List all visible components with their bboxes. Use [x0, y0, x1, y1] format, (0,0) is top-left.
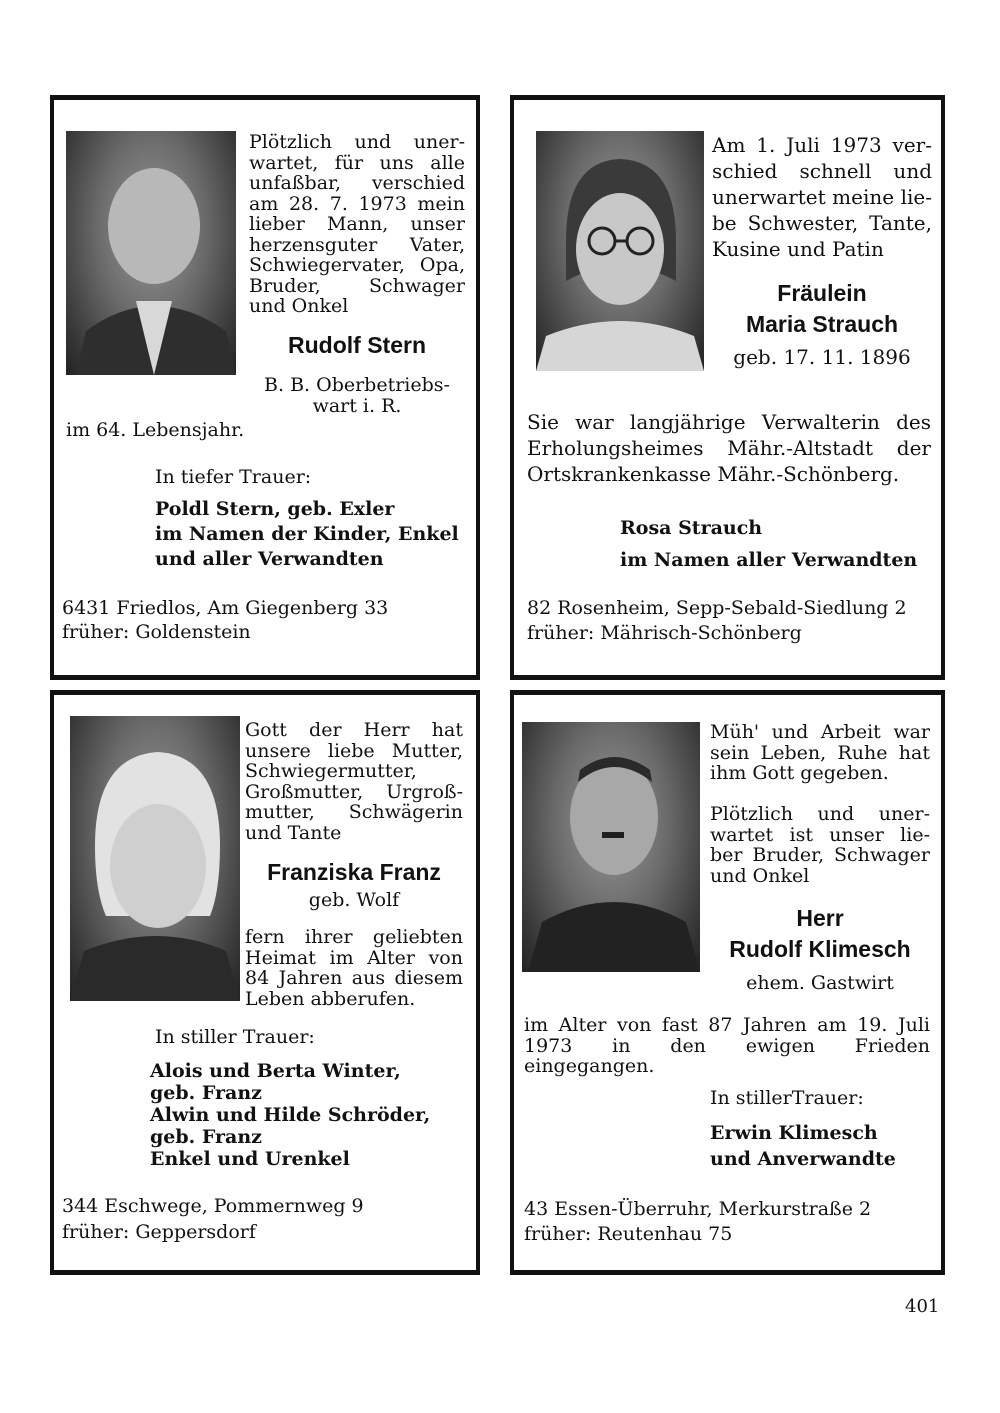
- intro-line: unfaßbar, verschied: [249, 172, 465, 194]
- notice-intro: [712, 132, 932, 262]
- address-line: 43 Essen-Überruhr, Merkurstraße 2: [524, 1198, 872, 1220]
- body-line: Erholungsheimes Mähr.-Altstadt der: [527, 436, 931, 460]
- intro-line: Schwiegervater, Opa,: [249, 254, 465, 276]
- intro-line: ihm Gott gegeben.: [710, 762, 889, 784]
- intro-line: Schwiegermutter,: [245, 760, 417, 782]
- mourning-label: In stillerTrauer:: [710, 1087, 864, 1109]
- intro-line: Plötzlich und uner-: [710, 803, 930, 825]
- mourners: [710, 1120, 930, 1172]
- portrait-woman-icon: [536, 131, 704, 371]
- intro-line: unerwartet meine lie-: [712, 185, 932, 209]
- address-line: früher: Geppersdorf: [62, 1221, 256, 1243]
- mourners: [620, 512, 920, 576]
- address: [527, 596, 931, 646]
- mourner-line: und Anverwandte: [710, 1148, 896, 1170]
- body-line: 1973 in den ewigen Frieden eingegangen.: [524, 1034, 930, 1077]
- mourning-label: In stiller Trauer:: [155, 1026, 315, 1048]
- intro-line: Bruder, Schwager: [249, 274, 465, 297]
- intro-line: Am 1. Juli 1973 ver-: [712, 133, 932, 157]
- intro-line: Müh' und Arbeit war: [710, 721, 930, 743]
- deceased-name: Fräulein Maria Strauch: [745, 280, 899, 337]
- mourner-line: Alwin und Hilde Schröder,: [150, 1104, 431, 1126]
- mourner-line: im Namen der Kinder, Enkel: [155, 523, 459, 545]
- intro-line: be Schwester, Tante,: [712, 211, 932, 235]
- mourner-line: und aller Verwandten: [155, 548, 384, 570]
- intro-line: lieber Mann, unser: [249, 213, 465, 235]
- body-line: 84 Jahren aus diesem: [245, 967, 463, 989]
- deceased-age: im 64. Lebensjahr.: [66, 419, 245, 441]
- portrait-man-icon: [522, 722, 700, 972]
- intro-line: am 28. 7. 1973 mein: [249, 192, 465, 215]
- mourner-line: Alois und Berta Winter,: [150, 1060, 401, 1082]
- notice-intro: [710, 722, 930, 784]
- portrait-photo: [536, 131, 704, 371]
- portrait-photo: [66, 131, 236, 375]
- address-line: früher: Goldenstein: [62, 621, 251, 643]
- page-number: 401: [905, 1296, 940, 1317]
- birth-name: geb. Wolf: [308, 889, 400, 911]
- notice-intro: [245, 720, 463, 843]
- mourner-line: Rosa Strauch: [620, 517, 763, 539]
- body-line: fern ihrer geliebten: [245, 926, 463, 948]
- address-line: früher: Mährisch-Schönberg: [527, 622, 802, 644]
- portrait-man-icon: [66, 131, 236, 375]
- mourner-line: geb. Franz: [150, 1082, 262, 1104]
- portrait-old-woman-icon: [70, 716, 240, 1001]
- notice-body: [527, 409, 931, 487]
- address-line: 6431 Friedlos, Am Giegenberg 33: [62, 597, 389, 619]
- mourner-line: im Namen aller Verwandten: [620, 549, 918, 571]
- address-line: früher: Reutenhau 75: [524, 1223, 733, 1245]
- birth-date: geb. 17. 11. 1896: [733, 345, 911, 369]
- intro-line: Plötzlich und uner-: [249, 131, 465, 153]
- body-line: Ortskrankenkasse Mähr.-Schönberg.: [527, 462, 900, 486]
- body-line: Sie war langjährige Verwalterin des: [527, 410, 931, 434]
- intro-line: und Tante: [245, 821, 342, 844]
- body-line: Leben abberufen.: [245, 987, 416, 1010]
- notice-intro-second: [710, 804, 930, 886]
- address: [62, 596, 462, 644]
- mourning-label: In tiefer Trauer:: [155, 466, 312, 488]
- body-line: Heimat im Alter von: [245, 946, 463, 969]
- intro-line: wartet ist unser lie-: [710, 823, 930, 846]
- mourner-line: geb. Franz: [150, 1126, 262, 1148]
- intro-line: ber Bruder, Schwager: [710, 844, 930, 866]
- mourners: [150, 1060, 470, 1170]
- address-line: 82 Rosenheim, Sepp-Sebald-Siedlung 2: [527, 597, 907, 619]
- notice-body: [245, 927, 463, 1009]
- mourner-line: Enkel und Urenkel: [150, 1148, 350, 1170]
- intro-line: und Onkel: [710, 864, 810, 887]
- deceased-title: B. B. Oberbetriebs- wart i. R.: [264, 374, 450, 417]
- intro-line: Gott der Herr hat: [245, 719, 463, 741]
- portrait-photo: [70, 716, 240, 1001]
- mourner-line: Poldl Stern, geb. Exler: [155, 498, 395, 520]
- deceased-name: Rudolf Stern: [288, 332, 426, 358]
- address: [62, 1193, 462, 1245]
- notice-intro: [249, 132, 465, 317]
- intro-line: schied schnell und: [712, 159, 932, 183]
- intro-line: unsere liebe Mutter,: [245, 739, 463, 762]
- mourner-line: Erwin Klimesch: [710, 1122, 878, 1144]
- deceased-name: Herr Rudolf Klimesch: [729, 905, 911, 962]
- intro-line: wartet, für uns alle: [249, 151, 465, 174]
- address: [524, 1197, 930, 1247]
- portrait-photo: [522, 722, 700, 972]
- notice-body: [524, 1015, 930, 1077]
- intro-line: sein Leben, Ruhe hat: [710, 741, 930, 764]
- deceased-name: Franziska Franz: [267, 859, 441, 885]
- intro-line: und Onkel: [249, 295, 349, 317]
- body-line: im Alter von fast 87 Jahren am 19. Juli: [524, 1014, 930, 1036]
- intro-line: Kusine und Patin: [712, 237, 884, 261]
- intro-line: herzensguter Vater,: [249, 233, 465, 256]
- address-line: 344 Eschwege, Pommernweg 9: [62, 1195, 364, 1217]
- mourners: [155, 497, 467, 572]
- deceased-title: ehem. Gastwirt: [746, 972, 894, 994]
- intro-line: Großmutter, Urgroß-: [245, 780, 463, 803]
- intro-line: mutter, Schwägerin: [245, 801, 463, 823]
